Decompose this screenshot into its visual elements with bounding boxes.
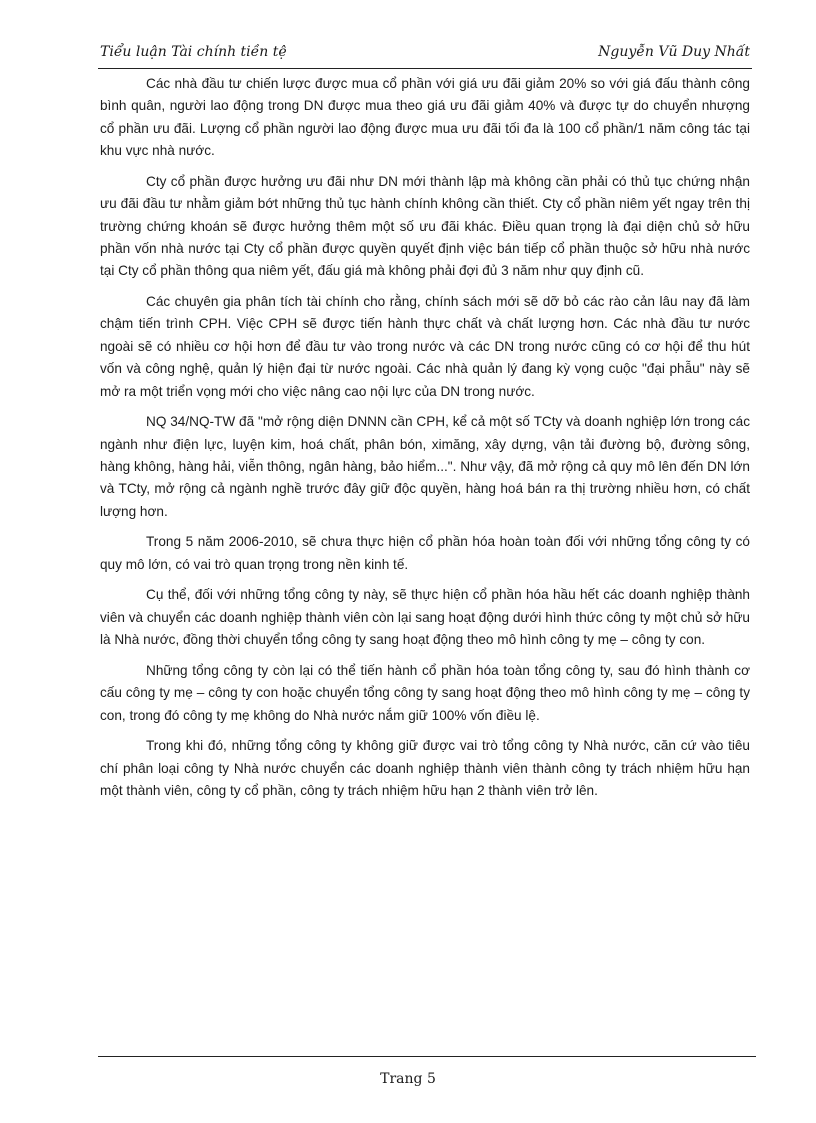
paragraph-5: Trong 5 năm 2006-2010, sẽ chưa thực hiện cổ phần hóa hoàn toàn đối với những tổng công ty có quy mô lớn, có vai trò quan trọng trong nền kinh tế. xyxy=(100,534,750,572)
paragraph-3: Các chuyên gia phân tích tài chính cho rằng, chính sách mới sẽ dỡ bỏ các rào cản lâu nay đã làm chậm tiến trình CPH. Việc CPH sẽ được tiến hành thực chất và chất lượng hơn. Các nhà đầu tư nước ngoài sẽ có nhiều cơ hội hơn để đầu tư vào trong nước và các DN trong nước cũng có cơ hội để thu hút vốn và công nghệ, quản lý hiện đại từ nước ngoài. Các nhà quản lý đang kỳ vọng cuộc "đại phẫu" này sẽ mở ra một triển vọng mới cho việc nâng cao nội lực của DN trong nước. xyxy=(100,294,750,399)
header-divider xyxy=(98,68,752,69)
page-footer xyxy=(0,1071,816,1087)
paragraph-1: Các nhà đầu tư chiến lược được mua cổ phần với giá ưu đãi giảm 20% so với giá đấu thành công bình quân, người lao động trong DN được mua theo giá ưu đãi giảm 40% và được tự do chuyển nhượng cổ phần ưu đãi. Lượng cổ phần người lao động được mua ưu đãi tối đa là 100 cổ phần/1 năm công tác tại khu vực nhà nước. xyxy=(100,76,750,159)
document-body xyxy=(100,73,750,811)
paragraph-7: Những tổng công ty còn lại có thể tiến hành cổ phần hóa toàn tổng công ty, sau đó hình thành cơ cấu công ty mẹ – công ty con hoặc chuyển tổng công ty sang hoạt động theo mô hình công ty mẹ – công ty con, trong đó công ty mẹ không do Nhà nước nắm giữ 100% vốn điều lệ. xyxy=(100,662,750,723)
header-author-name: Nguyễn Vũ Duy Nhất xyxy=(598,44,750,60)
paragraph-2: Cty cổ phần được hưởng ưu đãi như DN mới thành lập mà không cần phải có thủ tục chứng nhận ưu đãi đầu tư nhằm giảm bớt những thủ tục hành chính không cần thiết. Cty cổ phần niêm yết ngay trên thị trường chứng khoán sẽ được hưởng thêm một số ưu đãi khác. Điều quan trọng là đại diện chủ sở hữu phần vốn nhà nước tại Cty cổ phần được quyền quyết định việc bán tiếp cổ phần thuộc sở hữu nhà nước tại Cty cổ phần thông qua niêm yết, đấu giá mà không phải đợi đủ 3 năm như quy định cũ. xyxy=(100,173,750,279)
footer-divider xyxy=(98,1056,756,1057)
page-number: Trang 5 xyxy=(380,1071,436,1087)
page-header xyxy=(100,44,750,66)
paragraph-6: Cụ thể, đối với những tổng công ty này, sẽ thực hiện cổ phần hóa hầu hết các doanh nghiệp thành viên và chuyển các doanh nghiệp thành viên còn lại sang hoạt động dưới hình thức công ty một chủ sở hữu là Nhà nước, đồng thời chuyển tổng công ty sang hoạt động theo mô hình công ty mẹ – công ty con. xyxy=(100,587,750,648)
paragraph-4: NQ 34/NQ-TW đã "mở rộng diện DNNN cần CPH, kể cả một số TCty và doanh nghiệp lớn trong các ngành như điện lực, luyện kim, hoá chất, phân bón, ximăng, xây dựng, vận tải đường bộ, đường sông, hàng không, hàng hải, viễn thông, ngân hàng, bảo hiểm...". Như vậy, đã mở rộng cả quy mô lên đến DN lớn và TCty, mở rộng cả ngành nghề trước đây giữ độc quyền, hàng hoá bán ra thị trường nhiều hơn, có chất lượng hơn. xyxy=(100,414,750,519)
header-document-title: Tiểu luận Tài chính tiền tệ xyxy=(100,44,287,60)
paragraph-8: Trong khi đó, những tổng công ty không giữ được vai trò tổng công ty Nhà nước, căn cứ vào tiêu chí phân loại công ty Nhà nước chuyển các doanh nghiệp thành viên thành công ty trách nhiệm hữu hạn một thành viên, công ty cổ phần, công ty trách nhiệm hữu hạn 2 thành viên trở lên. xyxy=(100,738,750,799)
